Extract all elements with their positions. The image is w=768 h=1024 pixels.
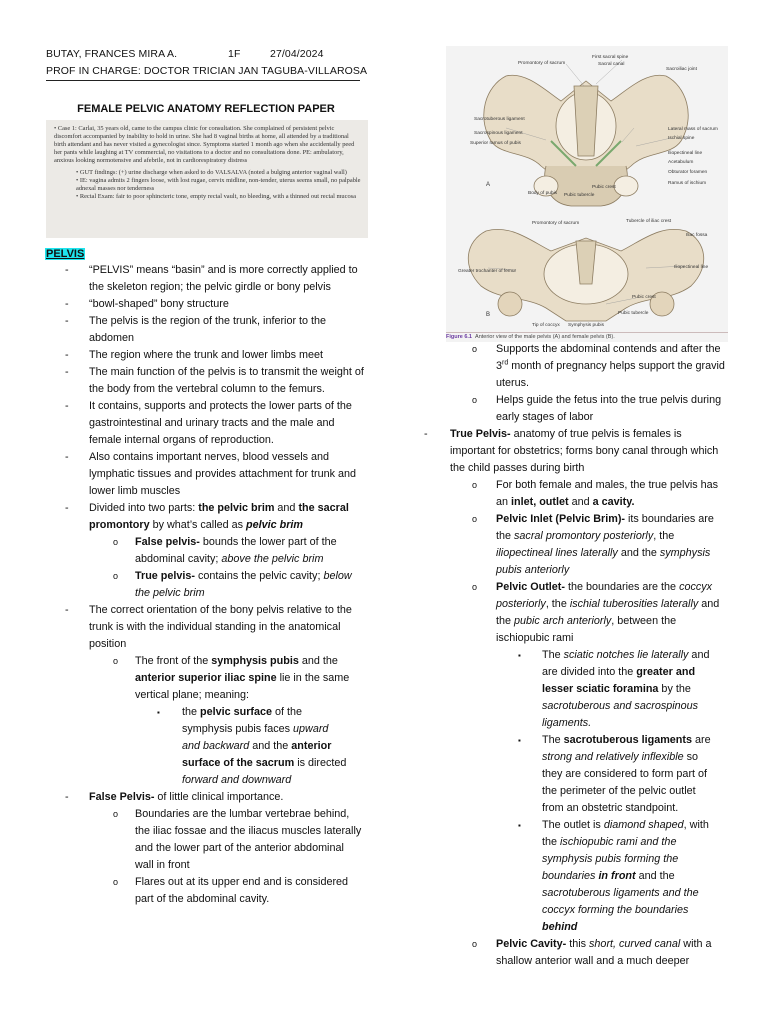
fig-label: Sacral canal: [598, 62, 625, 67]
list-item: o Supports the abdominal contends and after the 3rd month of pregnancy helps support the gravid uterus.: [472, 343, 725, 389]
pelvis-illustration: [446, 46, 728, 330]
list-item: - True Pelvis- anatomy of true pelvis is females is important for obstetrics; forms bony canal through which the child passes during birth: [424, 428, 719, 474]
list-item: - Also contains important nerves, blood vessels and lymphatic tissues and provides attachment for trunk and lower limb muscles: [65, 451, 357, 497]
list-item: - Divided into two parts: the pelvic brim and the sacral promontory by what’s called as pelvic brim: [65, 502, 349, 531]
fig-label: Body of pubis: [528, 191, 558, 196]
list-item: - The correct orientation of the bony pelvis relative to the trunk is with the individual standing in the anatomical position: [65, 604, 352, 650]
section-label: 1F: [228, 48, 241, 60]
female-pelvis-drawing: [468, 229, 703, 321]
case-bullet-rectal: • Rectal Exam: fair to poor sphincteric tone, empty rectal vault, no bleeding, with a thinned out rectal mucosa: [76, 193, 356, 200]
list-item: - “PELVIS” means “basin” and is more correctly applied to the skeleton region; the pelvic girdle or bony pelvis: [65, 264, 358, 293]
paper-title: FEMALE PELVIC ANATOMY REFLECTION PAPER: [77, 103, 335, 115]
figure-caption: Figure 6.1 Anterior view of the male pelvis (A) and female pelvis (B).: [446, 332, 728, 340]
list-item: ▪ The sciatic notches lie laterally and are divided into the greater and lesser sciatic foramina by the sacrotuberous and sacrospinous ligaments.: [518, 649, 710, 729]
student-name: BUTAY, FRANCES MIRA A.: [46, 48, 178, 60]
fig-label: Obturator foramen: [668, 170, 708, 175]
left-column: [45, 262, 365, 908]
list-item: ▪ The outlet is diamond shaped, with the ischiopubic rami and the symphysis pubis forming the boundaries in front and the sacrotuberous ligaments and the coccyx forming the boundaries behind: [518, 819, 709, 933]
fig-panel-b: B: [486, 312, 491, 318]
list-item: - The pelvis is the region of the trunk, inferior to the abdomen: [65, 315, 327, 344]
fig-label: Promontory of sacrum: [532, 221, 580, 226]
fig-label: Pubic crest: [632, 295, 656, 300]
fig-label: Iliopectineal line: [674, 265, 709, 270]
header-rule: [46, 80, 360, 81]
fig-label: Superior ramus of pubis: [470, 141, 521, 146]
list-item: o Pelvic Inlet (Pelvic Brim)- its boundaries are the sacral promontory posteriorly, the iliopectineal lines laterally and the symphysis pubis anteriorly: [472, 513, 714, 576]
list-item: o Pelvic Outlet- the boundaries are the coccyx posteriorly, the ischial tuberosities laterally and the pubic arch anteriorly, between the ischiopubic rami: [472, 581, 720, 644]
fig-label: Sacroiliac joint: [666, 67, 697, 72]
case-bullet-ie: • IE: vagina admits 2 fingers loose, with lost rugae, cervix midline, non-tender, uterus seems small, no palpable adnexal masses nor tenderness: [76, 177, 361, 192]
list-item: o Boundaries are the lumbar vertebrae behind, the iliac fossae and the iliacus muscles laterally and the lower part of the anterior abdominal wall in front: [113, 808, 362, 871]
fig-label: Pubic tubercle: [564, 193, 595, 198]
section-heading-wrap: [45, 244, 85, 262]
list-item: o True pelvis- contains the pelvic cavity; below the pelvic brim: [113, 570, 352, 599]
fig-label: Lateral mass of sacrum: [668, 127, 718, 132]
list-item: ▪ The sacrotuberous ligaments are strong and relatively inflexible so they are considered to form part of the perimeter of the pelvic outlet from an obstetric standpoint.: [518, 734, 711, 814]
fig-label: First sacral spine: [592, 55, 629, 60]
list-item: o False pelvis- bounds the lower part of the abdominal cavity; above the pelvic brim: [113, 536, 337, 565]
pelvis-figure: [446, 46, 728, 342]
fig-panel-a: A: [486, 182, 491, 188]
date-label: 27/04/2024: [270, 48, 324, 60]
list-item: - It contains, supports and protects the lower parts of the gastrointestinal and urinary tracts and the male and female internal organs of reproduction.: [65, 400, 352, 446]
list-item: o For both female and males, the true pelvis has an inlet, outlet and a cavity.: [472, 479, 719, 508]
list-item: - “bowl-shaped” bony structure: [65, 298, 229, 310]
fig-label: Ischial spine: [668, 136, 695, 141]
list-item: o Pelvic Cavity- this short, curved canal with a shallow anterior wall and a much deeper: [472, 938, 712, 967]
fig-label: Ramus of ischium: [668, 181, 707, 186]
fig-label: Acetabulum: [668, 160, 694, 165]
prof-in-charge: PROF IN CHARGE: DOCTOR TRICIAN JAN TAGUBA-VILLAROSA: [46, 65, 368, 77]
fig-label: Pubic crest: [592, 185, 616, 190]
list-item: ▪ the pelvic surface of the symphysis pubis faces upward and backward and the anterior surface of the sacrum is directed forward and downward: [157, 706, 347, 786]
fig-label: Greater trochanter of femur: [458, 269, 517, 274]
case-bullet-gut: • GUT findings: (+) urine discharge when asked to do VALSALVA (noted a bulging anterior vaginal wall): [76, 169, 347, 176]
fig-label: Sacrospinous ligament: [474, 131, 523, 136]
section-heading: PELVIS: [46, 248, 85, 260]
list-item: - False Pelvis- of little clinical importance.: [65, 791, 284, 803]
list-item: o Helps guide the fetus into the true pelvis during early stages of labor: [472, 394, 722, 423]
list-item: o The front of the symphysis pubis and the anterior superior iliac spine lie in the same vertical plane; meaning:: [113, 655, 350, 701]
fig-label: Pubic tubercle: [618, 311, 649, 316]
fig-label: Sacrotuberous ligament: [474, 117, 525, 122]
list-item: - The region where the trunk and lower limbs meet: [65, 349, 324, 361]
case-box: [46, 120, 368, 238]
fig-label: Tubercle of iliac crest: [626, 219, 672, 224]
fig-label: Symphysis pubis: [568, 323, 604, 328]
list-item: - The main function of the pelvis is to transmit the weight of the body from the vertebral column to the femurs.: [65, 366, 364, 395]
list-item: o Flares out at its upper end and is considered part of the abdominal cavity.: [113, 876, 349, 905]
fig-label: Iliopectineal line: [668, 151, 703, 156]
fig-label: Iliac fossa: [686, 233, 708, 238]
case-intro: • Case 1: Carlai, 35 years old, came to the campus clinic for consultation. She complained of persistent pelvic discomfort accompanied by inability to hold in urine. She had 8 vaginal births at home, all attended by a traditional birth attendant and has never visited a gynecologist since. Symptoms started 1 month ago when she accidentally peed her pants while laughing at TV commercial, no visitations to a doctor and no consultations done. PE: ambulatory, anxious looking normotensive and afebrile, not in cardiorespiratory distress: [54, 125, 355, 164]
fig-label: Tip of coccyx: [532, 323, 560, 328]
right-column: [406, 341, 728, 970]
fig-label: Promontory of sacrum: [518, 61, 566, 66]
